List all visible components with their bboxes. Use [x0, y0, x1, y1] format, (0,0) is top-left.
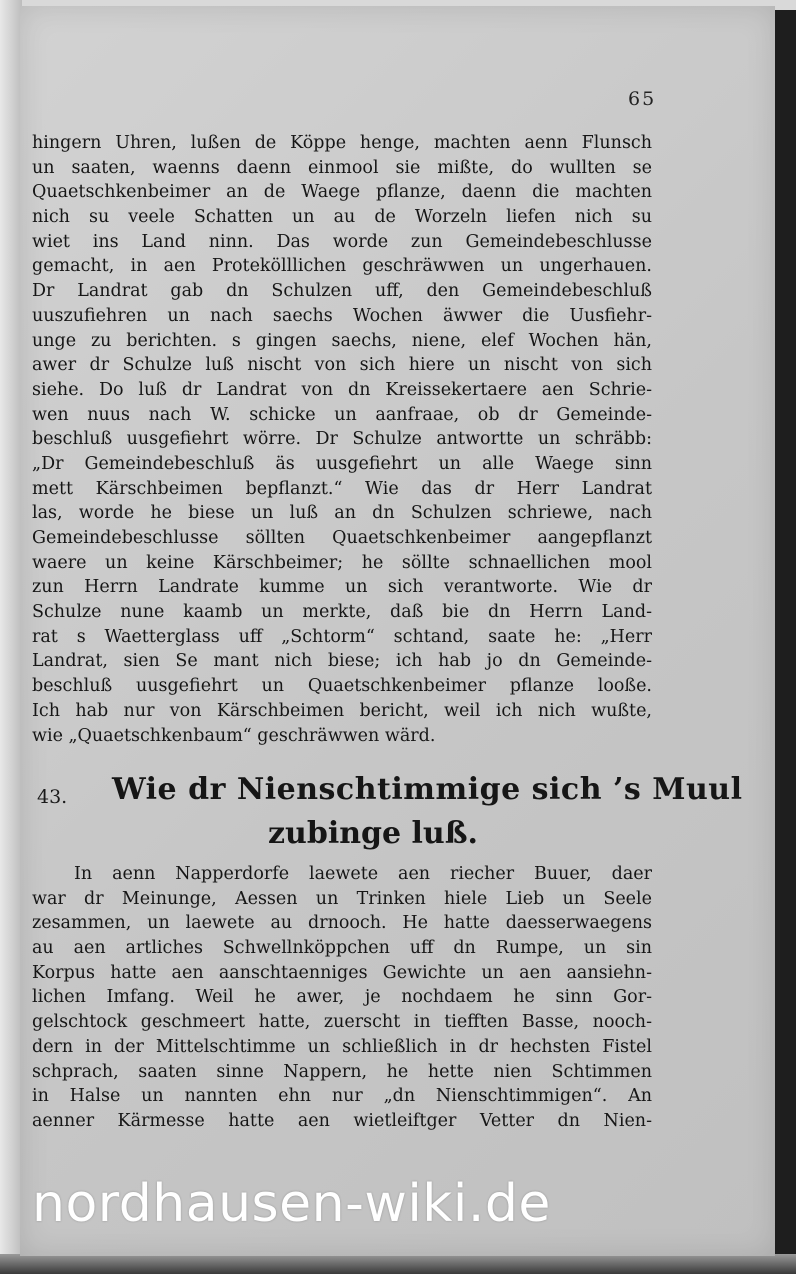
- watermark: nordhausen-wiki.de: [32, 1174, 551, 1234]
- text-line: au aen artliches Schwellnköppchen uff dn Rumpe, un sin: [32, 938, 652, 959]
- text-line: Ich hab nur von Kärschbeimen bericht, weil ich nich wußte,: [32, 700, 652, 721]
- text-line: „Dr Gemeindebeschluß äs uusgefiehrt un alle Waege sinn: [32, 453, 652, 474]
- text-line: mett Kärschbeimen bepflanzt.“ Wie das dr Herr Landrat: [32, 478, 652, 499]
- page-number: 65: [628, 88, 657, 110]
- text-line: wiet ins Land ninn. Das worde zun Gemeindebeschlusse: [32, 231, 652, 252]
- text-line: un saaten, waenns daenn einmool sie mißte, do wullten se: [32, 157, 652, 178]
- book-page: [20, 6, 775, 1256]
- text-line: hingern Uhren, lußen de Köppe henge, machten aenn Flunsch: [32, 133, 652, 153]
- section-number: 43.: [37, 786, 68, 808]
- text-line: beschluß uusgefiehrt un Quaetschkenbeimer pflanze looße.: [32, 676, 652, 697]
- text-line: las, worde he biese un luß an dn Schulzen schriewe, nach: [32, 503, 652, 524]
- text-line: unge zu berichten. s gingen saechs, niene, elef Wochen hän,: [32, 330, 652, 351]
- text-line: waere un keine Kärschbeimer; he söllte schnaellichen mool: [32, 552, 652, 573]
- text-line: wie „Quaetschkenbaum“ geschräwwen wärd.: [32, 725, 436, 746]
- text-line: dern in der Mittelschtimme un schließlich in dr hechsten Fistel: [32, 1036, 652, 1057]
- section-title-line-2: zubinge luß.: [268, 816, 478, 851]
- paragraph-2: [32, 862, 652, 1134]
- text-line: aenner Kärmesse hatte aen wietleiftger Vetter dn Nien-: [32, 1110, 652, 1131]
- text-line: zesammen, un laewete au drnooch. He hatte daesserwaegens: [32, 913, 652, 934]
- text-line: zun Herrn Landrate kumme un sich verantworte. Wie dr: [32, 577, 652, 598]
- text-line: Landrat, sien Se mant nich biese; ich hab jo dn Gemeinde-: [32, 651, 652, 672]
- text-line: gelschtock geschmeert hatte, zuerscht in tiefften Basse, nooch-: [32, 1012, 652, 1033]
- text-line: gemacht, in aen Protekölllichen geschräwwen un ungerhauen.: [32, 256, 652, 277]
- text-line: Quaetschkenbeimer an de Waege pflanze, daenn die machten: [32, 182, 652, 203]
- text-line: beschluß uusgefiehrt wörre. Dr Schulze antwortte un schräbb:: [32, 429, 652, 450]
- scan-shadow-bottom: [0, 1254, 796, 1274]
- text-line: war dr Meinunge, Aessen un Trinken hiele Lieb un Seele: [32, 888, 652, 909]
- text-line: Schulze nune kaamb un merkte, daß bie dn Herrn Land-: [32, 602, 652, 623]
- text-line: uuszufiehren un nach saechs Wochen äwwer die Uusfiehr-: [32, 305, 652, 326]
- scan-shadow-left: [0, 0, 22, 1274]
- text-line: Dr Landrat gab dn Schulzen uff, den Gemeindebeschluß: [32, 281, 652, 302]
- text-line: schprach, saaten sinne Nappern, he hette nien Schtimmen: [32, 1061, 652, 1082]
- text-line: wen nuus nach W. schicke un aanfraae, ob dr Gemeinde-: [32, 404, 652, 425]
- text-line: awer dr Schulze luß nischt von sich hiere un nischt von sich: [32, 355, 652, 376]
- text-line: In aenn Napperdorfe laewete aen riecher Buuer, daer: [74, 864, 652, 884]
- paragraph-1: [32, 131, 652, 748]
- text-line: Gemeindebeschlusse söllten Quaetschkenbeimer aangepflanzt: [32, 528, 652, 548]
- scan-shadow-right: [774, 10, 796, 1270]
- text-line: Korpus hatte aen aanschtaenniges Gewichte un aen aansiehn-: [32, 962, 652, 983]
- text-line: nich su veele Schatten un au de Worzeln liefen nich su: [32, 207, 652, 228]
- text-line: siehe. Do luß dr Landrat von dn Kreissekertaere aen Schrie-: [32, 379, 652, 400]
- text-line: rat s Waetterglass uff „Schtorm“ schtand, saate he: „Herr: [32, 626, 652, 647]
- section-title-line-1: Wie dr Nienschtimmige sich ’s Muul: [112, 772, 743, 807]
- text-line: lichen Imfang. Weil he awer, je nochdaem he sinn Gor-: [32, 987, 652, 1008]
- text-line: in Halse un nannten ehn nur „dn Nienschtimmigen“. An: [32, 1086, 652, 1107]
